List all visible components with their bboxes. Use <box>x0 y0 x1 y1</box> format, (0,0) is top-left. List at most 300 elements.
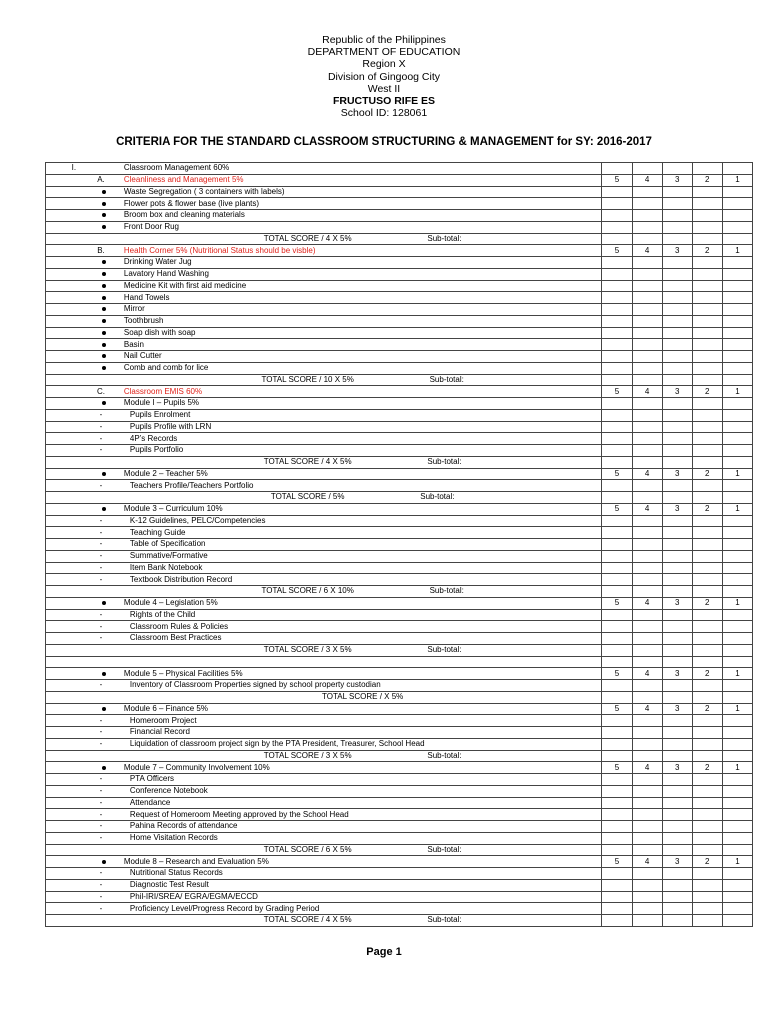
score-cell <box>662 727 692 739</box>
row-text-cell <box>124 844 602 856</box>
score-cell <box>692 868 722 880</box>
row-marker-cell <box>76 327 124 339</box>
score-cell <box>692 574 722 586</box>
score-cell <box>692 609 722 621</box>
table-row <box>46 163 753 175</box>
score-cell <box>722 879 752 891</box>
row-marker-cell <box>76 198 124 210</box>
score-cell <box>632 304 662 316</box>
score-cell <box>662 891 692 903</box>
score-cell <box>602 280 632 292</box>
score-cell <box>722 668 752 680</box>
dash-marker: - <box>99 433 103 443</box>
table-row <box>46 480 753 492</box>
score-cell <box>722 198 752 210</box>
row-text-cell <box>124 386 602 398</box>
score-cell <box>662 550 692 562</box>
dash-marker: - <box>99 515 103 525</box>
score-cell <box>662 809 692 821</box>
row-marker-cell <box>76 680 124 692</box>
criteria-subitem: Conference Notebook <box>129 786 208 796</box>
table-row <box>46 245 753 257</box>
row-number-cell <box>46 445 77 457</box>
score-cell <box>632 750 662 762</box>
row-text-cell <box>124 221 602 233</box>
row-number-cell <box>46 774 77 786</box>
criteria-item: Module 7 – Community Involvement 10% <box>123 762 270 772</box>
score-cell <box>722 586 752 598</box>
table-row <box>46 433 753 445</box>
row-number-cell <box>46 727 77 739</box>
score-value: 3 <box>674 856 680 866</box>
score-cell <box>692 210 722 222</box>
table-row <box>46 562 753 574</box>
row-marker-cell <box>76 621 124 633</box>
row-marker-cell <box>76 233 124 245</box>
table-row <box>46 680 753 692</box>
score-cell <box>632 351 662 363</box>
score-cell <box>602 221 632 233</box>
row-number-cell <box>46 868 77 880</box>
criteria-subitem: Pupils Portfolio <box>129 445 184 455</box>
score-value: 5 <box>614 245 620 255</box>
score-cell <box>632 445 662 457</box>
score-cell <box>692 809 722 821</box>
score-cell <box>722 680 752 692</box>
score-cell <box>662 480 692 492</box>
score-cell <box>602 492 632 504</box>
table-row <box>46 703 753 715</box>
table-row <box>46 515 753 527</box>
subtotal-label: Sub-total: <box>427 750 462 760</box>
score-cell <box>692 292 722 304</box>
row-marker-cell <box>76 186 124 198</box>
criteria-subitem: Item Bank Notebook <box>129 562 203 572</box>
score-cell <box>662 374 692 386</box>
score-value: 3 <box>674 598 680 608</box>
score-cell <box>632 245 662 257</box>
row-text-cell <box>124 715 602 727</box>
table-row <box>46 198 753 210</box>
row-text-cell <box>124 680 602 692</box>
row-marker-cell <box>76 468 124 480</box>
row-number-cell <box>46 597 77 609</box>
row-text-cell <box>124 586 602 598</box>
row-number-cell <box>46 633 77 645</box>
row-number-cell <box>46 503 77 515</box>
score-cell <box>632 339 662 351</box>
bullet-icon <box>102 260 106 264</box>
score-cell <box>602 727 632 739</box>
row-marker-cell <box>76 715 124 727</box>
row-marker-cell <box>76 550 124 562</box>
score-cell <box>722 774 752 786</box>
score-value: 2 <box>705 175 710 185</box>
row-number-cell <box>46 245 77 257</box>
score-value: 3 <box>674 762 680 772</box>
dash-marker: - <box>99 739 103 749</box>
score-cell <box>722 550 752 562</box>
row-text-cell <box>124 186 602 198</box>
score-cell <box>722 856 752 868</box>
score-cell <box>602 644 632 656</box>
table-row <box>46 280 753 292</box>
score-cell <box>662 644 692 656</box>
score-cell <box>632 257 662 269</box>
score-cell <box>722 445 752 457</box>
score-cell <box>632 550 662 562</box>
score-cell <box>662 797 692 809</box>
row-text-cell <box>124 174 602 186</box>
score-cell <box>602 268 632 280</box>
row-text-cell <box>124 609 602 621</box>
score-cell <box>692 174 722 186</box>
bullet-icon <box>102 343 106 347</box>
row-marker-cell <box>76 868 124 880</box>
row-text-cell <box>124 492 602 504</box>
score-cell <box>602 163 632 175</box>
row-marker-cell <box>76 633 124 645</box>
row-number-cell <box>46 891 77 903</box>
score-cell <box>692 691 722 703</box>
score-cell <box>632 680 662 692</box>
score-cell <box>722 210 752 222</box>
row-text-cell <box>124 198 602 210</box>
subsection-title: Cleanliness and Management 5% <box>123 175 244 185</box>
score-cell <box>662 421 692 433</box>
row-number-cell <box>46 586 77 598</box>
row-text-cell <box>124 292 602 304</box>
score-cell <box>602 809 632 821</box>
score-cell <box>632 703 662 715</box>
row-text-cell <box>124 703 602 715</box>
row-marker-cell <box>76 292 124 304</box>
score-cell <box>692 421 722 433</box>
score-cell <box>602 703 632 715</box>
row-text-cell <box>124 562 602 574</box>
score-value: 3 <box>674 703 680 713</box>
score-value: 1 <box>735 175 740 185</box>
score-cell <box>632 856 662 868</box>
score-cell <box>662 186 692 198</box>
score-value: 4 <box>644 598 650 608</box>
subtotal-label: Sub-total: <box>427 915 462 925</box>
row-number-cell <box>46 492 77 504</box>
score-cell <box>602 445 632 457</box>
score-value: 4 <box>644 504 650 514</box>
row-text-cell <box>124 362 602 374</box>
score-cell <box>662 268 692 280</box>
subtotal-label: Sub-total: <box>427 844 462 854</box>
row-marker-cell <box>76 597 124 609</box>
score-cell <box>722 609 752 621</box>
table-row <box>46 386 753 398</box>
table-row <box>46 539 753 551</box>
row-text-cell <box>124 527 602 539</box>
dash-marker: - <box>99 421 103 431</box>
row-text-cell <box>124 644 602 656</box>
row-text-cell <box>124 245 602 257</box>
row-marker-cell <box>76 774 124 786</box>
score-cell <box>692 633 722 645</box>
criteria-item: Module 2 – Teacher 5% <box>123 468 208 478</box>
dash-marker: - <box>99 621 103 631</box>
score-cell <box>662 245 692 257</box>
score-cell <box>632 809 662 821</box>
criteria-subitem: Home Visitation Records <box>129 833 218 843</box>
row-marker-cell <box>76 903 124 915</box>
row-text-cell <box>124 327 602 339</box>
total-score-label: TOTAL SCORE / 4 X 5% <box>263 915 352 925</box>
row-number-cell <box>46 409 77 421</box>
score-cell <box>692 797 722 809</box>
score-cell <box>602 621 632 633</box>
score-cell <box>662 362 692 374</box>
row-marker-cell <box>76 844 124 856</box>
score-cell <box>662 456 692 468</box>
score-cell <box>632 210 662 222</box>
score-cell <box>722 644 752 656</box>
score-cell <box>722 562 752 574</box>
table-row <box>46 915 753 927</box>
bullet-icon <box>102 190 106 194</box>
score-cell <box>722 468 752 480</box>
score-cell <box>692 198 722 210</box>
score-cell <box>722 245 752 257</box>
table-row <box>46 421 753 433</box>
score-cell <box>632 315 662 327</box>
score-cell <box>632 668 662 680</box>
score-cell <box>602 233 632 245</box>
bullet-icon <box>102 307 106 311</box>
score-cell <box>722 503 752 515</box>
row-marker-cell <box>76 821 124 833</box>
criteria-item: Hand Towels <box>123 292 170 302</box>
row-marker-cell <box>76 703 124 715</box>
row-number-cell <box>46 903 77 915</box>
row-marker-cell <box>76 480 124 492</box>
row-marker-cell <box>76 562 124 574</box>
score-value: 1 <box>735 856 740 866</box>
score-cell <box>632 715 662 727</box>
table-row <box>46 727 753 739</box>
row-marker-cell <box>76 915 124 927</box>
score-cell <box>692 656 722 668</box>
score-cell <box>692 433 722 445</box>
table-row <box>46 186 753 198</box>
score-cell <box>602 668 632 680</box>
row-number-cell <box>46 738 77 750</box>
score-cell <box>722 621 752 633</box>
row-text-cell <box>124 339 602 351</box>
dash-marker: - <box>99 797 103 807</box>
score-cell <box>602 797 632 809</box>
score-cell <box>722 656 752 668</box>
score-cell <box>722 832 752 844</box>
score-cell <box>602 398 632 410</box>
score-cell <box>692 562 722 574</box>
row-number-cell <box>46 186 77 198</box>
row-number-cell <box>46 362 77 374</box>
score-cell <box>662 198 692 210</box>
score-cell <box>692 621 722 633</box>
dash-marker: - <box>99 880 103 890</box>
score-cell <box>632 903 662 915</box>
score-cell <box>632 586 662 598</box>
score-cell <box>662 221 692 233</box>
row-marker-cell <box>76 433 124 445</box>
score-cell <box>632 292 662 304</box>
row-text-cell <box>124 304 602 316</box>
criteria-item: Module 8 – Research and Evaluation 5% <box>123 856 269 866</box>
subsection-marker: B. <box>97 245 105 255</box>
row-number-cell <box>46 832 77 844</box>
score-cell <box>632 738 662 750</box>
row-number-cell <box>46 797 77 809</box>
total-score-label: TOTAL SCORE / 6 X 5% <box>263 844 352 854</box>
table-row <box>46 621 753 633</box>
row-marker-cell <box>76 386 124 398</box>
subsection-title: Health Corner 5% (Nutritional Status should be visble) <box>123 245 316 255</box>
score-cell <box>632 691 662 703</box>
row-text-cell <box>124 503 602 515</box>
row-number-cell <box>46 809 77 821</box>
score-cell <box>602 609 632 621</box>
criteria-subitem: Textbook Distribution Record <box>129 574 233 584</box>
score-cell <box>662 433 692 445</box>
criteria-item: Mirror <box>123 304 145 314</box>
row-number-cell <box>46 562 77 574</box>
row-text-cell <box>124 821 602 833</box>
row-text-cell <box>124 738 602 750</box>
score-cell <box>722 398 752 410</box>
score-cell <box>632 468 662 480</box>
row-text-cell <box>124 621 602 633</box>
score-cell <box>602 186 632 198</box>
row-text-cell <box>124 750 602 762</box>
bullet-icon <box>102 331 106 335</box>
score-cell <box>632 163 662 175</box>
score-cell <box>692 245 722 257</box>
score-cell <box>722 844 752 856</box>
score-cell <box>692 832 722 844</box>
row-number-cell <box>46 374 77 386</box>
row-text-cell <box>124 315 602 327</box>
table-row <box>46 750 753 762</box>
score-cell <box>722 633 752 645</box>
row-number-cell <box>46 856 77 868</box>
row-number-cell <box>46 210 77 222</box>
table-row <box>46 785 753 797</box>
criteria-subitem: Pupils Profile with LRN <box>129 421 212 431</box>
score-value: 3 <box>674 175 680 185</box>
score-cell <box>722 233 752 245</box>
row-number-cell <box>46 174 77 186</box>
row-text-cell <box>124 421 602 433</box>
score-cell <box>692 339 722 351</box>
score-cell <box>722 785 752 797</box>
criteria-item: Module 4 – Legislation 5% <box>123 598 218 608</box>
criteria-item: Drinking Water Jug <box>123 257 192 267</box>
row-number-cell <box>46 621 77 633</box>
row-marker-cell <box>76 315 124 327</box>
row-number-cell <box>46 221 77 233</box>
score-cell <box>632 868 662 880</box>
score-cell <box>602 456 632 468</box>
bullet-icon <box>102 860 106 864</box>
score-cell <box>602 374 632 386</box>
score-cell <box>662 163 692 175</box>
dash-marker: - <box>99 868 103 878</box>
table-row <box>46 221 753 233</box>
score-cell <box>692 257 722 269</box>
bullet-icon <box>102 296 106 300</box>
row-marker-cell <box>76 762 124 774</box>
score-cell <box>722 174 752 186</box>
score-cell <box>692 644 722 656</box>
score-cell <box>662 868 692 880</box>
score-value: 5 <box>614 762 620 772</box>
subtotal-label: Sub-total: <box>427 645 462 655</box>
row-marker-cell <box>76 515 124 527</box>
score-cell <box>692 374 722 386</box>
table-row <box>46 856 753 868</box>
score-cell <box>602 433 632 445</box>
score-cell <box>662 691 692 703</box>
score-value: 4 <box>644 703 650 713</box>
score-cell <box>692 315 722 327</box>
criteria-item: Soap dish with soap <box>123 327 196 337</box>
score-cell <box>632 879 662 891</box>
row-marker-cell <box>76 691 124 703</box>
score-cell <box>692 386 722 398</box>
score-cell <box>692 468 722 480</box>
bullet-icon <box>102 401 106 405</box>
row-text-cell <box>124 515 602 527</box>
row-text-cell <box>124 879 602 891</box>
table-row <box>46 339 753 351</box>
subsection-marker: A. <box>97 175 105 185</box>
score-cell <box>722 186 752 198</box>
row-text-cell <box>124 163 602 175</box>
subtotal-label: Sub-total: <box>429 374 464 384</box>
score-value: 1 <box>735 703 740 713</box>
score-cell <box>662 656 692 668</box>
row-marker-cell <box>76 374 124 386</box>
score-cell <box>722 821 752 833</box>
score-cell <box>722 515 752 527</box>
row-text-cell <box>124 550 602 562</box>
row-number-cell <box>46 386 77 398</box>
row-marker-cell <box>76 609 124 621</box>
score-cell <box>632 433 662 445</box>
score-cell <box>722 527 752 539</box>
score-cell <box>722 433 752 445</box>
row-number-cell <box>46 539 77 551</box>
score-cell <box>692 821 722 833</box>
bullet-icon <box>102 284 106 288</box>
score-cell <box>602 480 632 492</box>
score-cell <box>692 703 722 715</box>
row-number-cell <box>46 257 77 269</box>
criteria-table <box>45 162 753 927</box>
score-cell <box>722 374 752 386</box>
criteria-subitem: Classroom Rules & Policies <box>129 621 229 631</box>
score-value: 2 <box>705 504 710 514</box>
dash-marker: - <box>99 903 103 913</box>
dash-marker: - <box>99 562 103 572</box>
score-value: 1 <box>735 762 740 772</box>
